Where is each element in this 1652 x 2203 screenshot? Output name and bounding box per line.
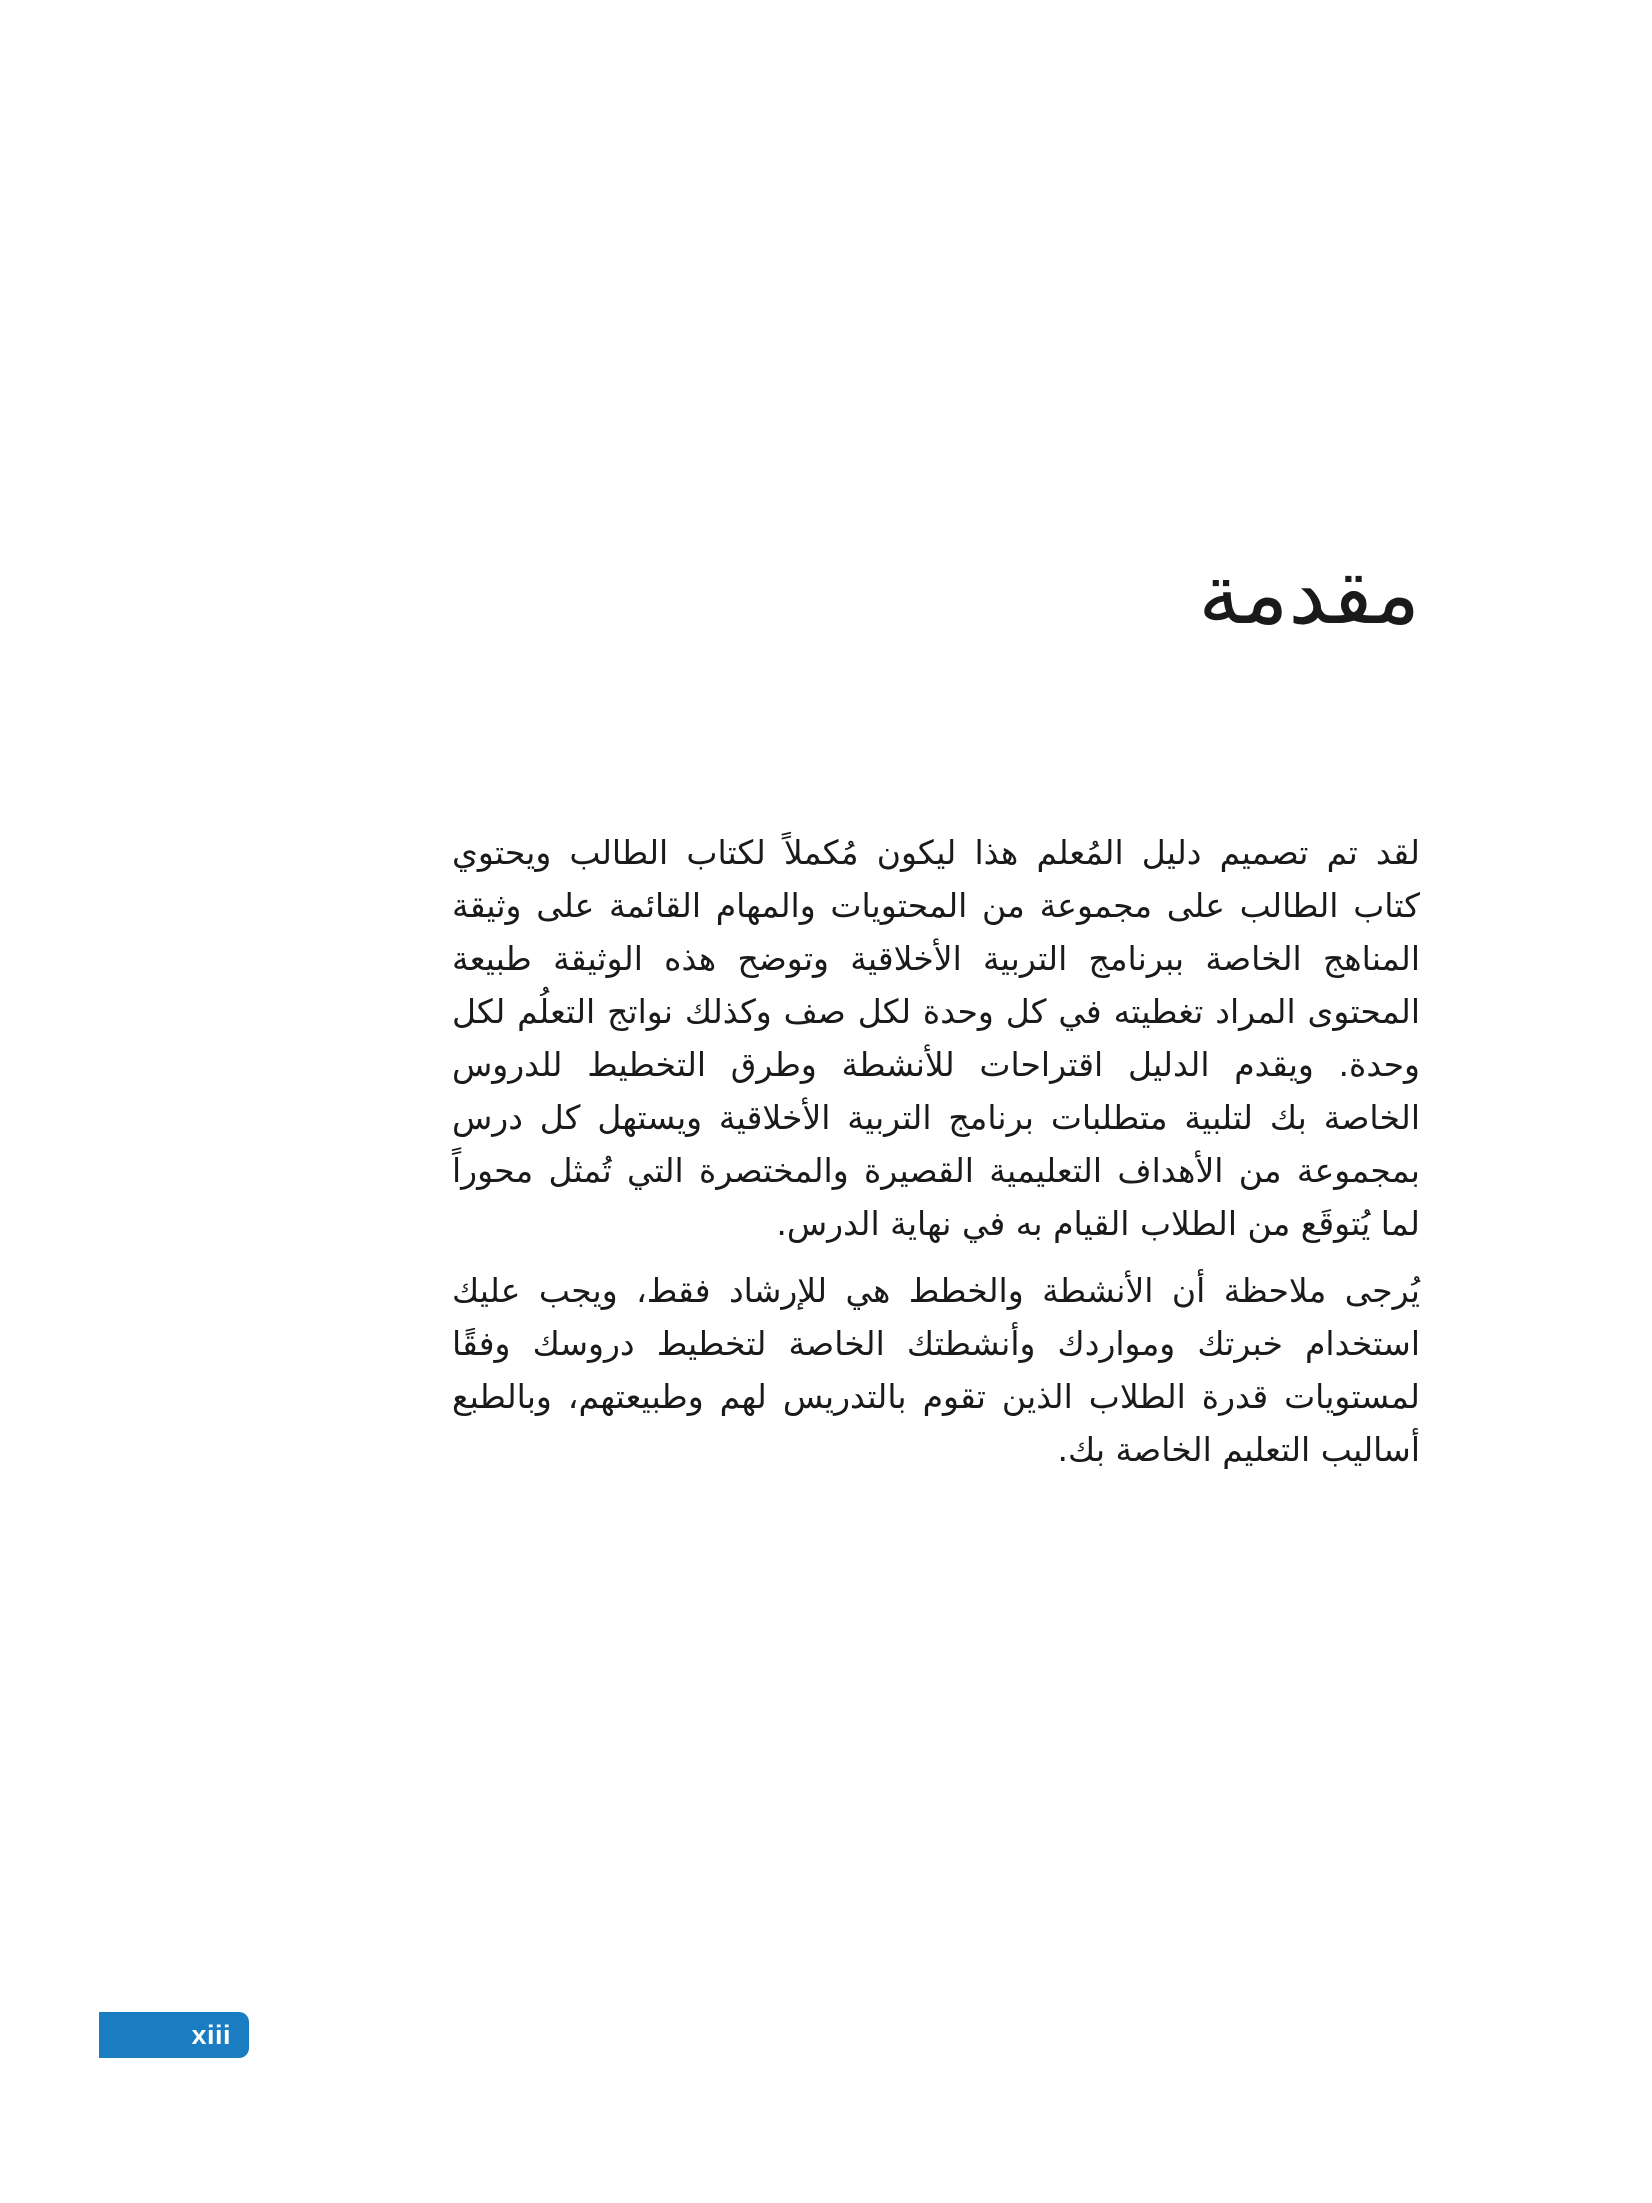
page-number-badge: [99, 2012, 249, 2058]
paragraph-intro: لقد تم تصميم دليل المُعلم هذا ليكون مُكملاً لكتاب الطالب ويحتوي كتاب الطالب على مجموعة من المحتويات والمهام القائمة على وثيقة المناهج الخاصة ببرنامج التربية الأخلاقية وتوضح هذه الوثيقة طبيعة المحتوى المراد تغطيته في كل وحدة لكل صف وكذلك نواتج التعلُم لكل وحدة. ويقدم الدليل اقتراحات للأنشطة وطرق التخطيط للدروس الخاصة بك لتلبية متطلبات برنامج التربية الأخلاقية ويستهل كل درس بمجموعة من الأهداف التعليمية القصيرة والمختصرة التي تُمثل محوراً لما يُتوقَع من الطلاب القيام به في نهاية الدرس.: [452, 833, 1420, 1243]
page-title: مقدمة: [1198, 545, 1420, 643]
introduction-body: [452, 826, 1420, 1490]
page-number: xiii: [191, 2019, 231, 2050]
paragraph-note: يُرجى ملاحظة أن الأنشطة والخطط هي للإرشاد فقط، ويجب عليك استخدام خبرتك ومواردك وأنشطتك الخاصة لتخطيط دروسك وفقًا لمستويات قدرة الطلاب الذين تقوم بالتدريس لهم وطبيعتهم، وبالطبع أساليب التعليم الخاصة بك.: [452, 1271, 1420, 1469]
